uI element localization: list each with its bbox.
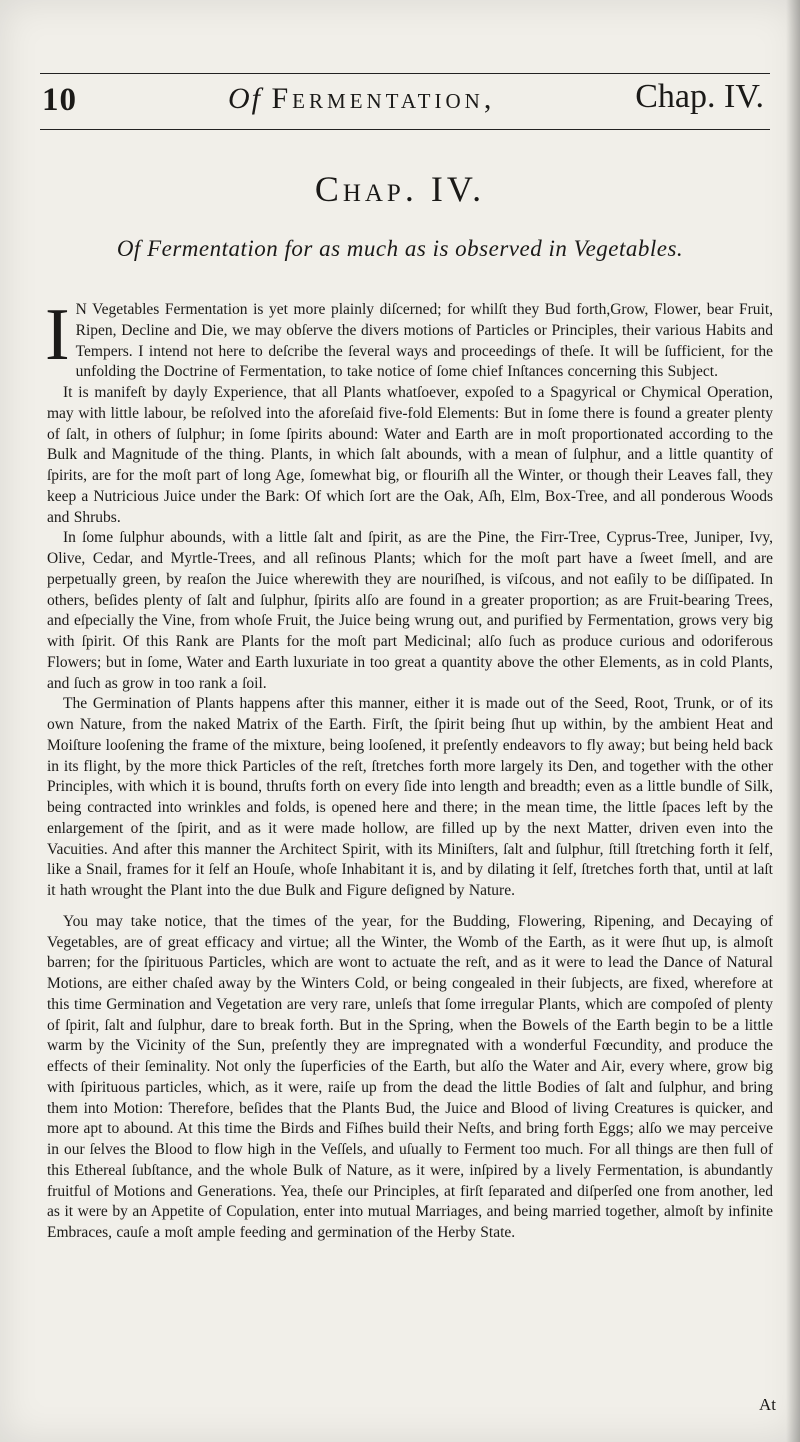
top-rule [40, 73, 770, 74]
running-head [40, 78, 770, 128]
body-text [45, 294, 773, 1244]
running-title [228, 82, 495, 116]
drop-cap: I [45, 294, 70, 376]
bottom-rule [40, 129, 770, 130]
running-title-main: Fermentation, [271, 82, 496, 115]
paragraph-text: N Vegetables Fermentation is yet more plainly diſcerned; for whilſt they Bud forth,Grow, Flower, bear Fruit, Ripen, Decline and Die, we may obſerve the divers motions of Particles or Principles, their various Habits and Tempers. I intend not here to deſcribe the ſeveral ways and proceedings of theſe. It will be ſufficient, for the unfolding the Doctrine of Fermentation, to take notice of ſome chief Inſtances concerning this Subject. [75, 301, 773, 381]
paragraph-1 [45, 294, 773, 383]
paragraph-5: You may take notice, that the times of the year, for the Budding, Flowering, Ripening, and Decaying of Vegetables, are of great efficacy and virtue; all the Winter, the Womb of the Earth, as it were ſhut up, is almoſt barren; for the ſpirituous Particles, which are wont to actuate the reſt, and as it were to lead the Dance of Natural Motions, are either chaſed away by the Winters Cold, or being congealed in their ſubjects, are fixed, wherefore at this time Germination and Vegetation are very rare, unleſs that ſome irregular Plants, which are compoſed of plenty of ſpirit, ſalt and ſulphur, dare to break forth. But in the Spring, when the Bowels of the Earth begin to be a little warm by the Vicinity of the Sun, preſently they are impregnated with a wonderful Fœcundity, and produce the effects of their ſeminality. Not only the ſuperficies of the Earth, but alſo the Water and Air, every where, grow big with ſpirituous particles, which, as it were, raiſe up from the dead the little Bodies of ſalt and ſulphur, and bring them into Motion: Therefore, beſides that the Plants Bud, the Juice and Blood of living Creatures is quicker, and more apt to abound. At this time the Birds and Fiſhes build their Neſts, and bring forth Eggs; alſo we may perceive in our ſelves the Blood to flow high in the Veſſels, and uſually to Ferment too much. For all things are then full of this Ethereal ſubſtance, and the whole Bulk of Nature, as it were, inſpired by a lively Fermentation, is abundantly fruitful of Motions and Generations. Yea, theſe our Principles, at firſt ſeparated and diſperſed one from another, led as it were by an Appetite of Copulation, enter into mutual Marriages, and being married together, almoſt by infinite Embraces, cauſe a moſt ample feeding and germination of the Herby State. [47, 912, 773, 1241]
paragraph-3: In ſome ſulphur abounds, with a little ſalt and ſpirit, as are the Pine, the Firr-Tree, Cyprus-Tree, Juniper, Ivy, Olive, Cedar, and Myrtle-Trees, and all reſinous Plants; which for the moſt part have a ſweet ſmell, and are perpetually green, by reaſon the Juice wherewith they are nouriſhed, is viſcous, and not eaſily to be diſſipated. In others, beſides plenty of ſalt and ſulphur, ſpirits alſo are found in a greater proportion; as are Fruit-bearing Trees, and eſpecially the Vine, from whoſe Fruit, the Juice being wrung out, and purified by Fermentation, grows very big with ſpirit. Of this Rank are Plants for the moſt part Medicinal; alſo ſuch as produce curious and odoriferous Flowers; but in ſome, Water and Earth luxuriate in too great a quantity above the other Elements, as in cold Plants, and ſuch as grow in too rank a ſoil. [47, 529, 773, 692]
catchword: At [759, 1395, 776, 1414]
paragraph-4: The Germination of Plants happens after this manner, either it is made out of the Seed, Root, Trunk, or of its own Nature, from the naked Matrix of the Earth. Firſt, the ſpirit being ſhut up within, by the ambient Heat and Moiſture looſening the frame of the mixture, being looſened, it preſently endeavors to fly away; but being held back in its flight, by the more thick Particles of the reſt, ſtretches forth more largely its Den, and together with the other Principles, with which it is bound, thruſts forth on every ſide into length and breadth; even as a little bundle of Silk, being contracted into wrinkles and folds, is opened here and there; in the mean time, the little ſpaces left by the enlargement of the ſpirit, and as it were made hollow, are filled up by the next Matter, driven even into the Vacuities. And after this manner the Architect Spirit, with its Miniſters, ſalt and ſulphur, ſtill ſtretching forth it ſelf, like a Snail, frames for it ſelf an Houſe, whoſe Inhabitant it is, and by dilating it ſelf, ſtretches forth that, until at laſt it hath wrought the Plant into the due Bulk and Figure deſigned by Nature. [47, 695, 773, 899]
page-gutter-shadow [786, 0, 800, 1442]
paragraph-2: It is manifeſt by dayly Experience, that all Plants whatſoever, expoſed to a Spagyrical or Chymical Operation, may with little labour, be reſolved into the aforeſaid five-fold Elements: But in ſome there is found a greater plenty of ſalt, in others of ſulphur; in ſome ſpirits abound: Water and Earth are in moſt proportionated according to the Bulk and Magnitude of the thing. Plants, in which ſalt abounds, with a mean of ſulphur, and a little quantity of ſpirits, are for the moſt part of long Age, ſomewhat big, or flouriſh all the Winter, or though their Leaves fall, they keep a Nutricious Juice under the Bark: Of which ſort are the Oak, Aſh, Elm, Box-Tree, and all ponderous Woods and Shrubs. [47, 384, 773, 526]
chapter-subtitle: Of Fermentation for as much as is observed in Vegetables. [116, 236, 684, 261]
page-number: 10 [42, 82, 77, 118]
chapter-reference: Chap. IV. [635, 78, 764, 115]
running-title-prefix: Of [228, 82, 262, 115]
chapter-heading: Chap. IV. [314, 169, 486, 209]
